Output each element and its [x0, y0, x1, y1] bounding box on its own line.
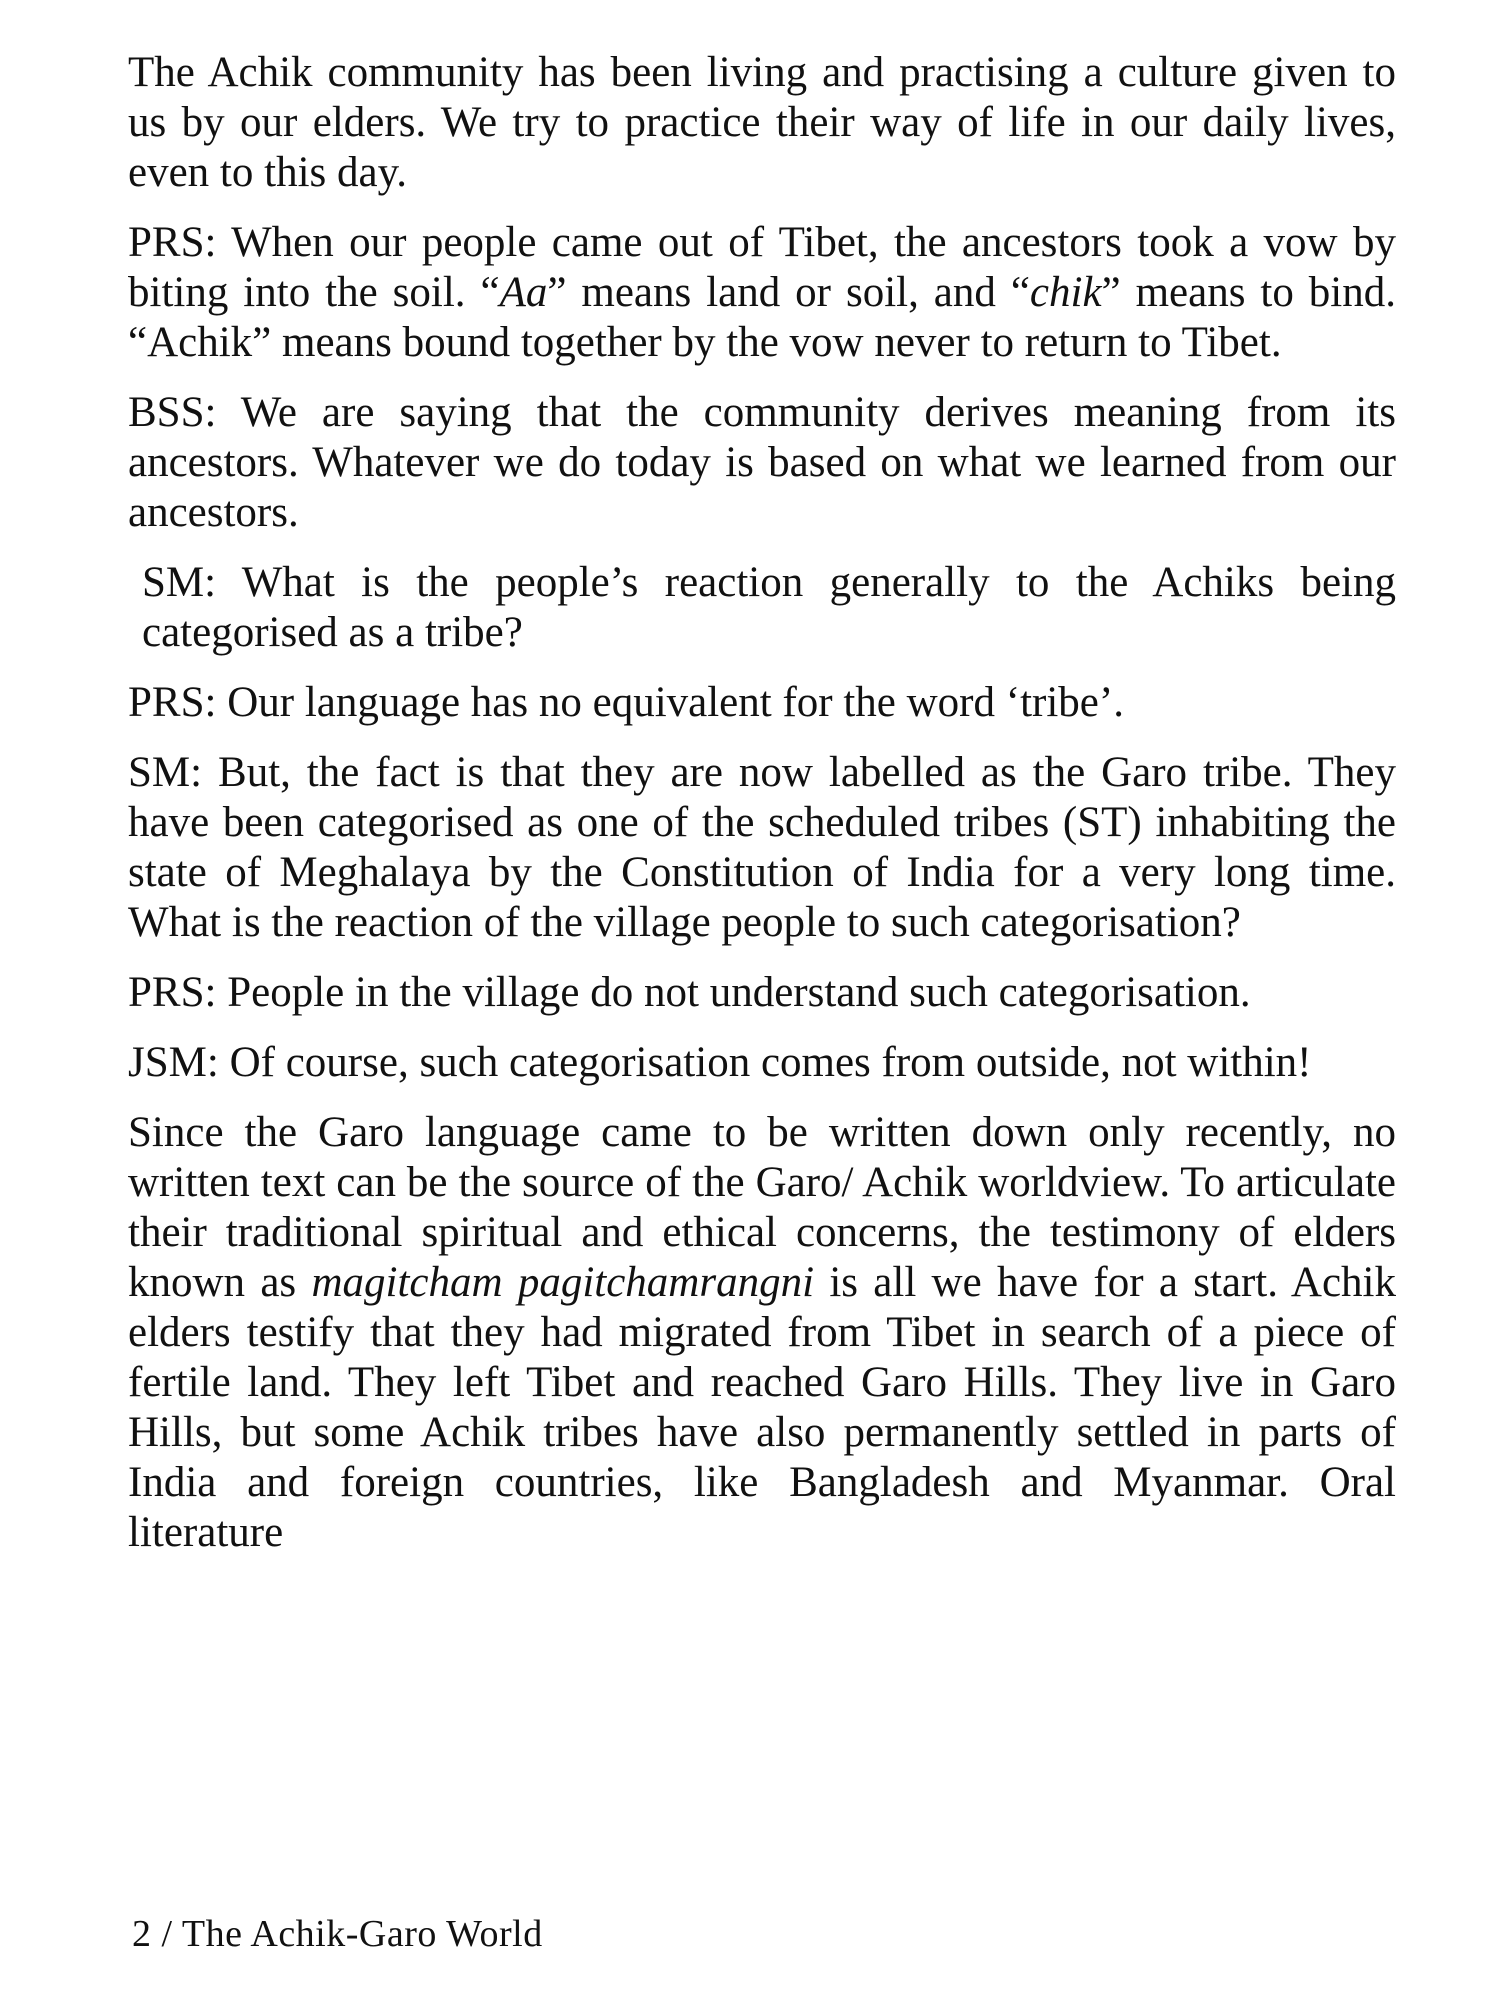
- page-body: [128, 48, 1396, 1558]
- paragraph-text: The Achik community has been living and practising a culture given to us by our elders. We try to practice their way of life in our daily lives, even to this day.: [128, 49, 1396, 196]
- paragraph: [128, 218, 1396, 368]
- paragraph-text: is all we have for a start. Achik elders testify that they had migrated from Tibet in search of a piece of fertile land. They left Tibet and reached Garo Hills. They live in Garo Hills, but some Achik tribes have also permanently settled in parts of India and foreign countries, like Bangladesh and Myanmar. Oral literature: [128, 1259, 1396, 1556]
- paragraph-text: Since the Garo language came to be written down only recently, no written text can be the source of the Garo/ Achik worldview. To articulate their traditional spiritual and ethical concerns, the testimony of elders known as: [128, 1109, 1396, 1306]
- running-title: The Achik-Garo World: [181, 1913, 543, 1955]
- italic-term: magitcham pagitchamrangni: [311, 1259, 815, 1306]
- paragraph-text: Our language has no equivalent for the word ‘tribe’.: [216, 679, 1124, 726]
- page-footer: [132, 1912, 543, 1956]
- paragraph: [128, 968, 1396, 1018]
- paragraph-text: People in the village do not understand such categorisation.: [216, 969, 1251, 1016]
- speaker-label: JSM:: [128, 1039, 219, 1086]
- speaker-label: SM:: [128, 749, 203, 796]
- speaker-label: BSS:: [128, 389, 217, 436]
- paragraph: [128, 558, 1396, 658]
- paragraph-text: Of course, such categorisation comes from outside, not within!: [218, 1039, 1312, 1086]
- paragraph-text: ” means to bind. “Achik” means bound together by the vow never to return to Tibet.: [128, 269, 1396, 366]
- paragraph-text: But, the fact is that they are now labelled as the Garo tribe. They have been categorised as one of the scheduled tribes (ST) inhabiting the state of Meghalaya by the Constitution of India for a very long time. What is the reaction of the village people to such categorisation?: [128, 749, 1396, 946]
- speaker-label: SM:: [142, 559, 217, 606]
- italic-term: chik: [1029, 269, 1102, 316]
- footer-separator: /: [161, 1913, 173, 1955]
- paragraph: [128, 1108, 1396, 1558]
- paragraph-text: ” means land or soil, and “: [547, 269, 1030, 316]
- paragraph: [128, 48, 1396, 198]
- speaker-label: PRS:: [128, 219, 217, 266]
- italic-term: Aa: [499, 269, 548, 316]
- paragraph: [128, 678, 1396, 728]
- paragraph: [128, 1038, 1396, 1088]
- speaker-label: PRS:: [128, 969, 217, 1016]
- paragraph-text: When our people came out of Tibet, the ancestors took a vow by biting into the soil. “: [128, 219, 1396, 316]
- paragraph-text: We are saying that the community derives meaning from its ancestors. Whatever we do today is based on what we learned from our ancestors.: [128, 389, 1396, 536]
- paragraph-text: What is the people’s reaction generally to the Achiks being categorised as a tribe?: [142, 559, 1396, 656]
- paragraph: [128, 748, 1396, 948]
- page-number: 2: [132, 1913, 152, 1955]
- paragraph: [128, 388, 1396, 538]
- speaker-label: PRS:: [128, 679, 217, 726]
